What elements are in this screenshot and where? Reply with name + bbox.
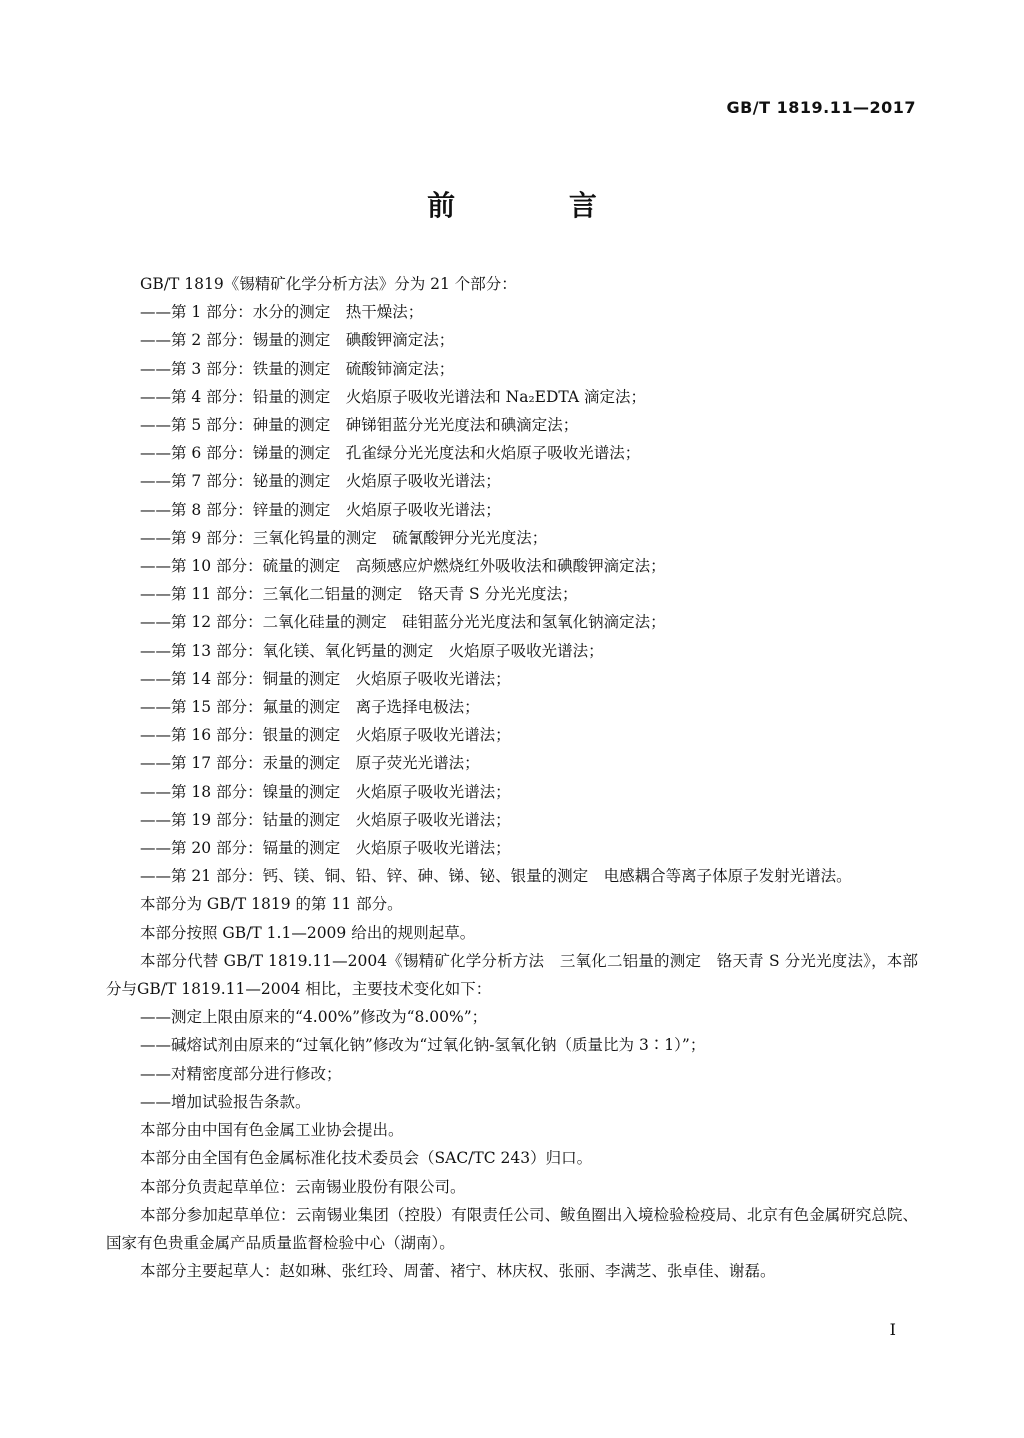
list-item: ——第 16 部分：银量的测定 火焰原子吸收光谱法； <box>140 726 511 745</box>
list-item: ——第 5 部分：砷量的测定 砷锑钼蓝分光光度法和碘滴定法； <box>140 416 579 435</box>
list-item: ——第 7 部分：铋量的测定 火焰原子吸收光谱法； <box>140 472 501 491</box>
list-item: ——对精密度部分进行修改； <box>140 1064 342 1083</box>
page-number: I <box>889 1320 896 1339</box>
list-item: ——第 17 部分：汞量的测定 原子荧光光谱法； <box>140 754 480 773</box>
main-drafters-statement: 本部分主要起草人：赵如琳、张红玲、周蕾、褚宁、林庆权、张丽、李满芝、张卓佳、谢磊。 <box>140 1262 776 1281</box>
parts-list <box>106 298 918 890</box>
list-item: ——测定上限由原来的“4.00%”修改为“8.00%”； <box>140 1008 488 1027</box>
changes-list <box>106 1003 918 1116</box>
list-item: ——第 1 部分：水分的测定 热干燥法； <box>140 303 424 322</box>
list-item: ——第 9 部分：三氧化钨量的测定 硫氰酸钾分光光度法； <box>140 528 548 547</box>
list-item: ——第 12 部分：二氧化硅量的测定 硅钼蓝分光光度法和氢氧化钠滴定法； <box>140 613 666 632</box>
responsible-drafter-statement: 本部分负责起草单位：云南锡业股份有限公司。 <box>140 1177 466 1196</box>
foreword-body <box>106 270 918 1285</box>
list-item: ——增加试验报告条款。 <box>140 1092 311 1111</box>
replacement-statement: 本部分代替 GB/T 1819.11—2004《锡精矿化学分析方法 三氧化二铝量的测定 铬天青 S 分光光度法》，本部分与GB/T 1819.11—2004 相比，主要技术变化如下： <box>106 951 918 999</box>
centralized-by-statement: 本部分由全国有色金属标准化技术委员会（SAC/TC 243）归口。 <box>140 1149 593 1168</box>
list-item: ——第 19 部分：钴量的测定 火焰原子吸收光谱法； <box>140 810 511 829</box>
list-item: ——第 6 部分：锑量的测定 孔雀绿分光光度法和火焰原子吸收光谱法； <box>140 444 641 463</box>
list-item: ——第 14 部分：铜量的测定 火焰原子吸收光谱法； <box>140 669 511 688</box>
part-statement: 本部分为 GB/T 1819 的第 11 部分。 <box>140 895 403 914</box>
drafting-rule-statement: 本部分按照 GB/T 1.1—2009 给出的规则起草。 <box>140 923 476 942</box>
list-item: ——第 20 部分：镉量的测定 火焰原子吸收光谱法； <box>140 839 511 858</box>
list-item: ——第 10 部分：硫量的测定 高频感应炉燃烧红外吸收法和碘酸钾滴定法； <box>140 557 666 576</box>
intro-paragraph: GB/T 1819《锡精矿化学分析方法》分为 21 个部分： <box>140 275 517 293</box>
list-item: ——第 13 部分：氧化镁、氧化钙量的测定 火焰原子吸收光谱法； <box>140 641 604 660</box>
list-item: ——碱熔试剂由原来的“过氧化钠”修改为“过氧化钠-氢氧化钠（质量比为 3∶1）”； <box>140 1036 706 1055</box>
list-item: ——第 21 部分：钙、镁、铜、铅、锌、砷、锑、铋、银量的测定 电感耦合等离子体原子发射光谱法。 <box>140 867 852 886</box>
participating-drafters-statement: 本部分参加起草单位：云南锡业集团（控股）有限责任公司、鲅鱼圈出入境检验检疫局、北京有色金属研究总院、国家有色贵重金属产品质量监督检验中心（湖南）。 <box>106 1205 918 1252</box>
list-item: ——第 8 部分：锌量的测定 火焰原子吸收光谱法； <box>140 500 501 519</box>
list-item: ——第 15 部分：氟量的测定 离子选择电极法； <box>140 698 480 717</box>
list-item: ——第 18 部分：镍量的测定 火焰原子吸收光谱法； <box>140 782 511 801</box>
list-item: ——第 4 部分：铅量的测定 火焰原子吸收光谱法和 Na₂EDTA 滴定法； <box>140 387 647 406</box>
proposed-by-statement: 本部分由中国有色金属工业协会提出。 <box>140 1121 404 1140</box>
list-item: ——第 3 部分：铁量的测定 硫酸铈滴定法； <box>140 359 455 378</box>
list-item: ——第 11 部分：三氧化二铝量的测定 铬天青 S 分光光度法； <box>140 585 578 604</box>
list-item: ——第 2 部分：锡量的测定 碘酸钾滴定法； <box>140 331 455 350</box>
standard-code: GB/T 1819.11—2017 <box>726 98 916 117</box>
page-title: 前 言 <box>427 189 649 222</box>
